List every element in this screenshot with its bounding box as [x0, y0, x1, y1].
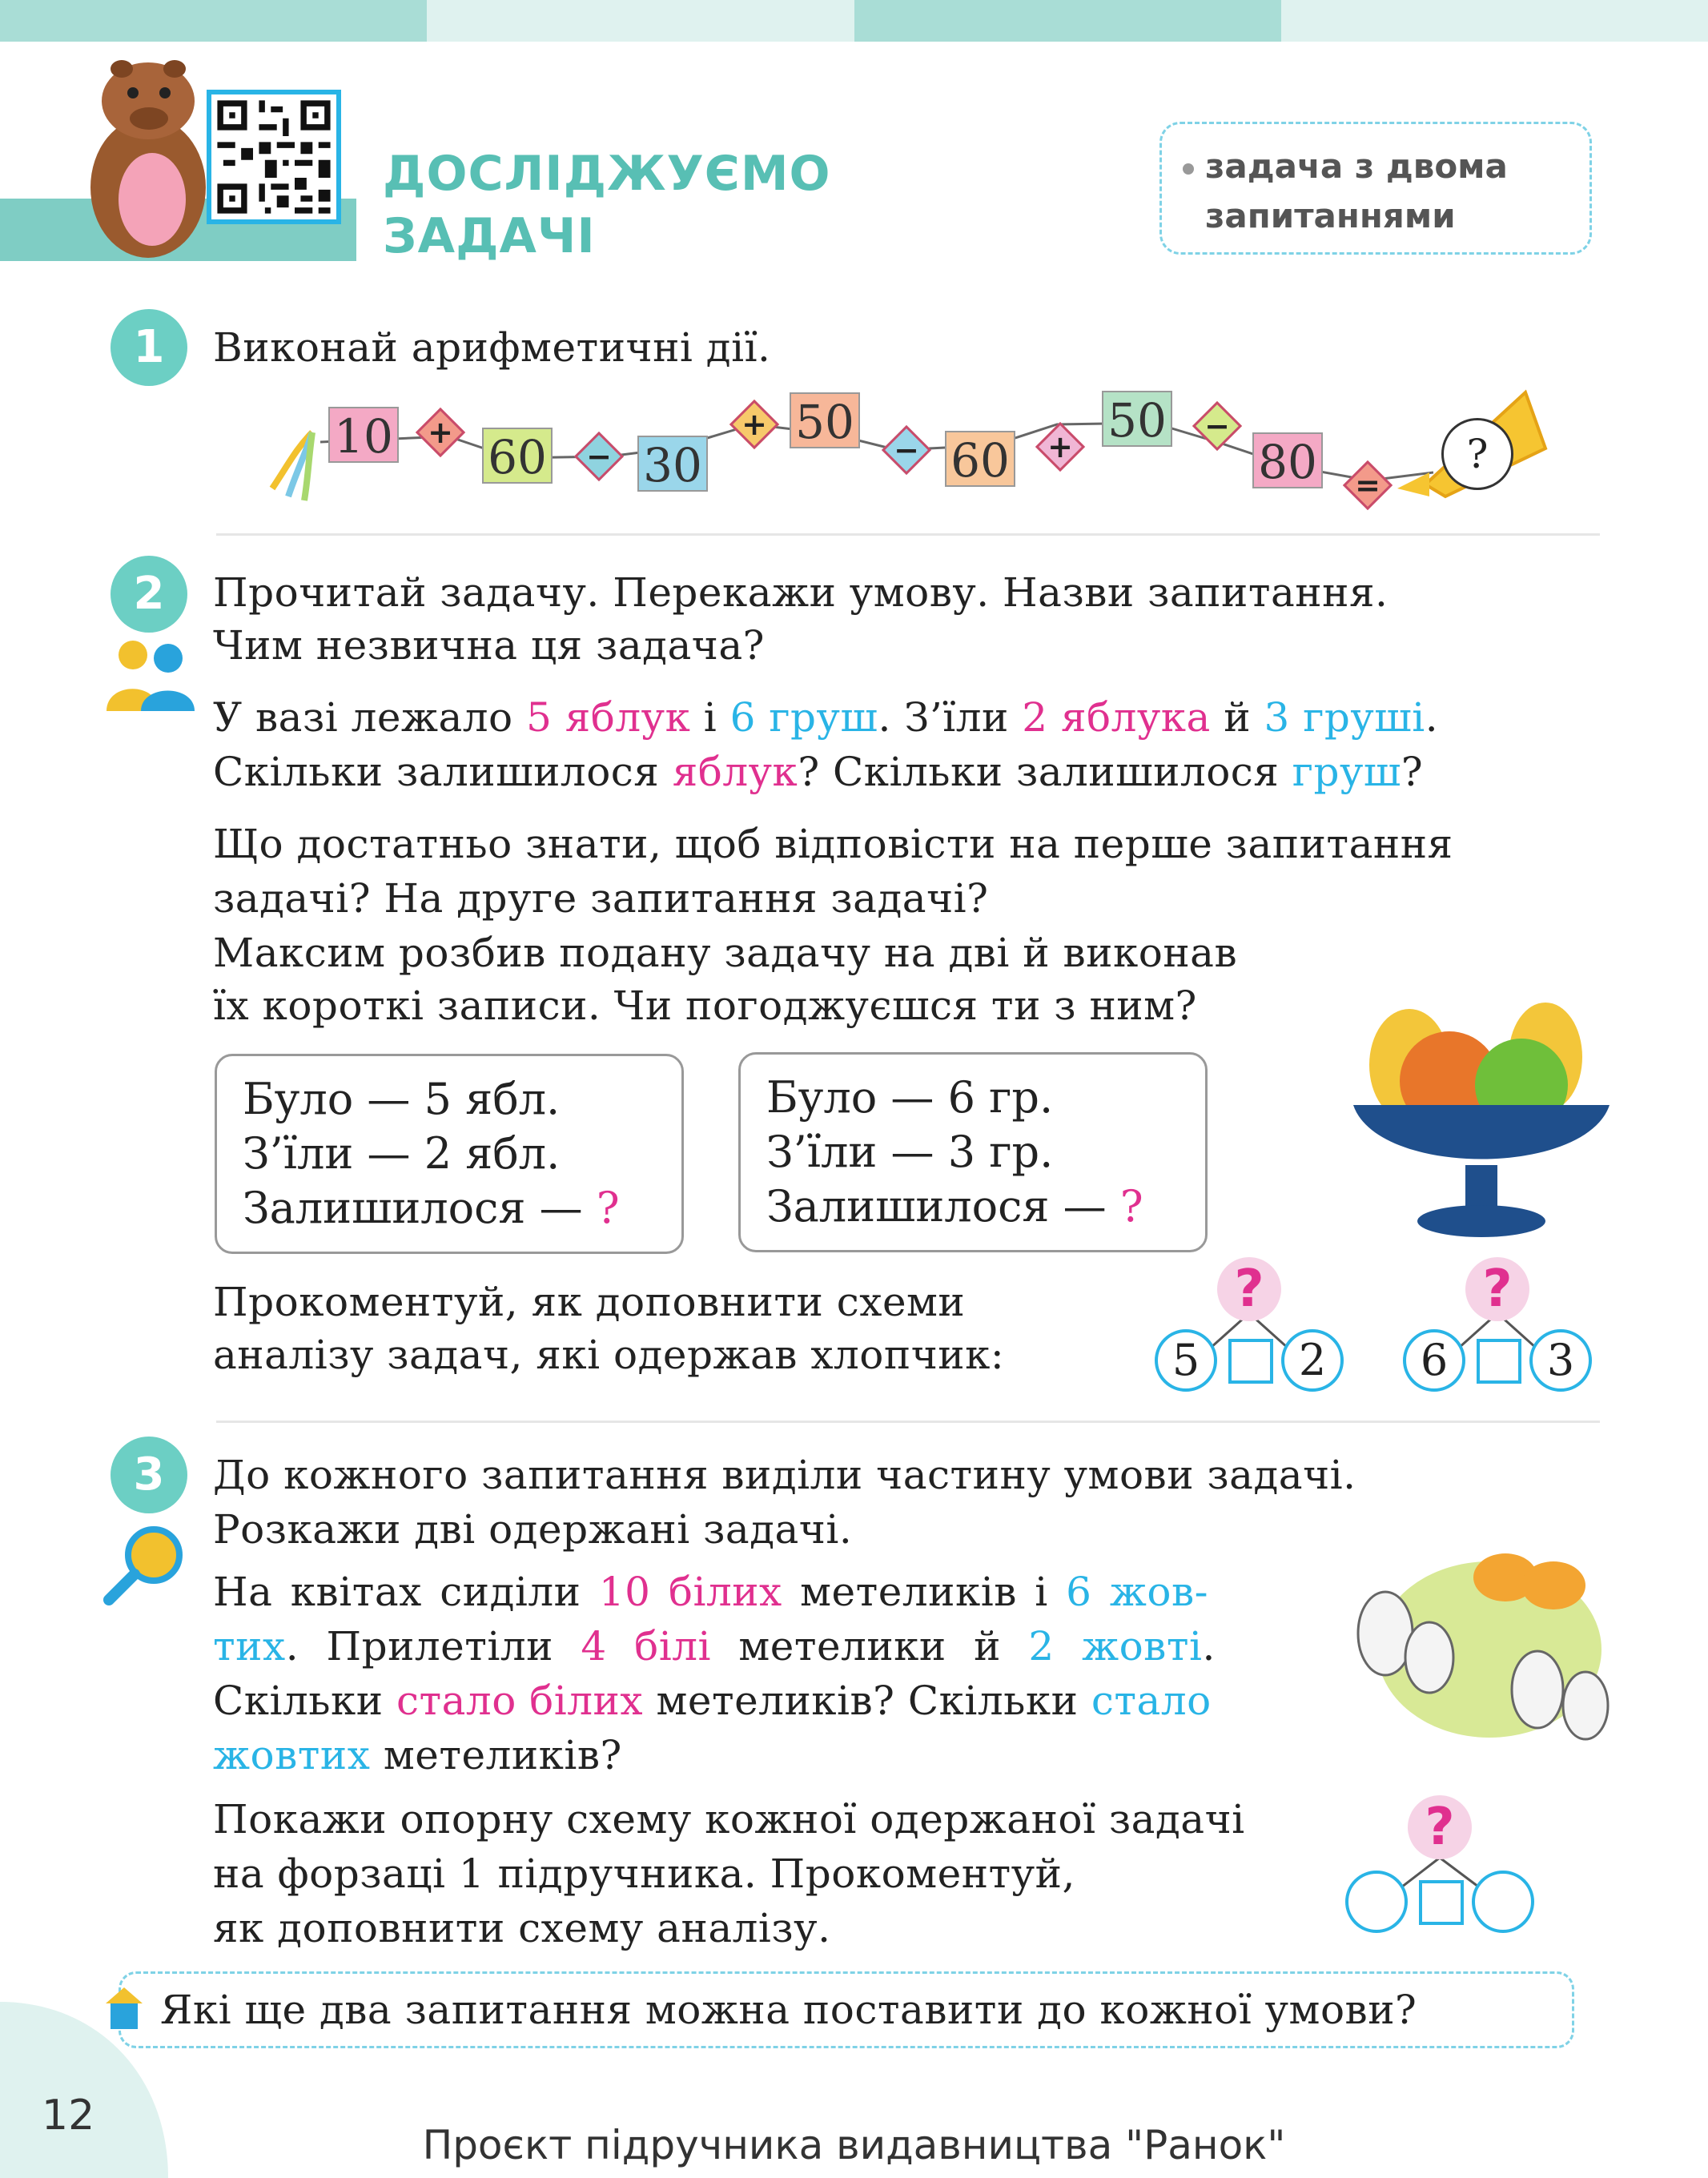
task3-intro-2: Розкажи дві одержані задачі. — [213, 1506, 853, 1553]
task2-max-2: їх короткі записи. Чи погоджуєшся ти з ним? — [213, 983, 1197, 1029]
task3-intro-1: До кожного запитання виділи частину умови задачі. — [213, 1452, 1356, 1498]
yellow-butterflies: 6 жов- — [1066, 1569, 1209, 1615]
title-line-2: ЗАДАЧІ — [383, 208, 596, 264]
top-bar-segment — [854, 0, 1281, 42]
task3-problem-line-1 — [213, 1565, 1208, 1619]
scheme1-question: ? — [1217, 1257, 1281, 1321]
task3-problem-line-4 — [213, 1728, 622, 1782]
task-number-3: 3 — [111, 1437, 187, 1513]
scheme2-left[interactable]: 6 — [1403, 1329, 1465, 1392]
eaten-apples: 2 яблука — [1022, 694, 1211, 741]
short-record-apples — [215, 1054, 684, 1254]
yellow-question: стало — [1091, 1678, 1212, 1724]
capybara-icon — [72, 51, 224, 259]
scheme3-right[interactable] — [1472, 1871, 1534, 1933]
text-segment: . Прилетіли — [285, 1623, 581, 1670]
top-bar-segment — [1281, 0, 1708, 42]
chain-operator-symbol: + — [1047, 429, 1073, 464]
white-question: стало білих — [396, 1678, 644, 1724]
chain-number-card: 60 — [945, 431, 1015, 487]
short-record-pears — [738, 1052, 1208, 1252]
butterflies-icon — [1353, 1553, 1610, 1754]
scheme1-operation-box[interactable] — [1228, 1339, 1273, 1384]
chain-number-card: 50 — [1102, 391, 1172, 447]
text-segment: ? — [1401, 749, 1424, 795]
scheme3-left[interactable] — [1345, 1871, 1408, 1933]
page-title — [383, 143, 831, 267]
chain-operator-symbol: = — [1355, 468, 1380, 503]
record-line-remaining — [766, 1179, 1180, 1234]
chain-number-card: 30 — [637, 436, 708, 492]
qr-code-icon[interactable] — [207, 90, 341, 224]
task2-problem-line-1 — [213, 690, 1438, 745]
section-divider — [216, 533, 1600, 536]
arrived-white: 4 білі — [581, 1623, 711, 1670]
topic-tag-line-1 — [1183, 142, 1569, 191]
scheme3-question: ? — [1408, 1795, 1472, 1859]
question-mark: ? — [1119, 1181, 1143, 1232]
record-line: Було — 6 гр. — [766, 1072, 1054, 1123]
topic-tag-text-1: задача з двома — [1205, 147, 1508, 186]
section-divider — [216, 1421, 1600, 1423]
pears-word: груш — [1292, 749, 1401, 795]
task2-intro-2: Чим незвична ця задача? — [213, 622, 765, 669]
text-segment: На квітах сиділи — [213, 1569, 599, 1615]
apples-count: 5 яблук — [526, 694, 691, 741]
record-line-remaining — [243, 1181, 656, 1236]
task-number-1: 1 — [111, 309, 187, 386]
text-segment: Скільки залишилося — [213, 749, 673, 795]
pears-count: 6 груш — [729, 694, 878, 741]
yellow-question: жовтих — [213, 1732, 371, 1778]
task2-problem-line-2 — [213, 745, 1423, 799]
chain-operator-symbol: + — [741, 407, 767, 442]
text-segment: метеликів і — [782, 1569, 1067, 1615]
record-line: З’їли — 3 гр. — [766, 1127, 1054, 1177]
task2-think-2: задачі? На друге запитання задачі? — [213, 875, 989, 922]
scheme2-right[interactable]: 3 — [1529, 1329, 1592, 1392]
eaten-pears: 3 груші — [1264, 694, 1425, 741]
scheme3-operation-box[interactable] — [1419, 1880, 1464, 1925]
topic-tag — [1159, 122, 1592, 255]
question-mark: ? — [596, 1183, 620, 1233]
scheme1-left[interactable]: 5 — [1155, 1329, 1217, 1392]
chain-operator-symbol: + — [428, 415, 453, 450]
chain-number-card: 50 — [790, 392, 860, 448]
text-segment: метеликів? — [370, 1732, 622, 1778]
task-number-2: 2 — [111, 556, 187, 633]
text-segment: і — [690, 694, 730, 741]
chain-answer[interactable]: ? — [1441, 418, 1513, 490]
white-butterflies: 10 білих — [598, 1569, 782, 1615]
task2-intro-1: Прочитай задачу. Перекажи умову. Назви запитання. — [213, 569, 1389, 616]
top-decorative-bar — [0, 0, 1708, 42]
record-text: Залишилося — — [766, 1181, 1120, 1232]
chain-number-card: 80 — [1252, 432, 1323, 488]
top-bar-segment — [427, 0, 854, 42]
topic-tag-text-2: запитаннями — [1205, 196, 1456, 235]
text-segment: . З’їли — [878, 694, 1023, 741]
task3-show-1: Покажи опорну схему кожної одержаної задачі — [213, 1796, 1245, 1842]
task2-think-1: Що достатньо знати, щоб відповісти на перше запитання — [213, 821, 1453, 867]
task1-instruction: Виконай арифметичні дії. — [213, 324, 771, 371]
text-segment: метеликів? Скільки — [643, 1678, 1091, 1724]
task3-show-3: як доповнити схему аналізу. — [213, 1905, 831, 1951]
scheme2-operation-box[interactable] — [1477, 1339, 1521, 1384]
yellow-butterflies: тих — [213, 1623, 286, 1670]
record-text: Залишилося — — [243, 1183, 597, 1233]
task2-comment-1: Прокоментуй, як доповнити схеми — [213, 1279, 966, 1325]
top-bar-segment — [0, 0, 427, 42]
magnifier-icon — [101, 1521, 189, 1609]
chain-number-card: 60 — [482, 428, 553, 484]
footer-text: Проєкт підручника видавництва "Ранок" — [422, 2122, 1286, 2168]
record-line: Було — 5 ябл. — [243, 1074, 561, 1124]
arrived-yellow: 2 жовті — [1028, 1623, 1203, 1670]
text-segment: . — [1425, 694, 1439, 741]
chain-operator-symbol: − — [1204, 408, 1230, 444]
text-segment: метелики й — [710, 1623, 1029, 1670]
title-line-1: ДОСЛІДЖУЄМО — [383, 146, 831, 202]
scheme1-right[interactable]: 2 — [1281, 1329, 1344, 1392]
text-segment: й — [1210, 694, 1264, 741]
pair-work-icon — [102, 637, 199, 714]
task2-comment-2: аналізу задач, які одержав хлопчик: — [213, 1332, 1005, 1378]
chain-operator-symbol: − — [894, 432, 919, 468]
text-segment: . — [1202, 1623, 1216, 1670]
task3-show-2: на форзаці 1 підручника. Прокоментуй, — [213, 1850, 1075, 1897]
text-segment: ? Скільки залишилося — [798, 749, 1292, 795]
chain-number-card: 10 — [328, 407, 399, 463]
page-number: 12 — [42, 2092, 95, 2140]
scheme2-question: ? — [1465, 1257, 1529, 1321]
text-segment: У вазі лежало — [213, 694, 527, 741]
record-line: З’їли — 2 ябл. — [243, 1128, 561, 1179]
task3-problem-line-3 — [213, 1674, 1212, 1728]
extra-question-text: Які ще два запитання можна поставити до кожної умови? — [160, 1987, 1417, 2033]
chain-operator-symbol: − — [586, 439, 612, 474]
task2-max-1: Максим розбив подану задачу на дві й виконав — [213, 930, 1238, 976]
fruit-bowl-icon — [1345, 993, 1618, 1249]
apples-word: яблук — [672, 749, 798, 795]
bullet-icon — [1183, 163, 1194, 175]
task3-problem-line-2 — [213, 1619, 1216, 1674]
text-segment: Скільки — [213, 1678, 396, 1724]
